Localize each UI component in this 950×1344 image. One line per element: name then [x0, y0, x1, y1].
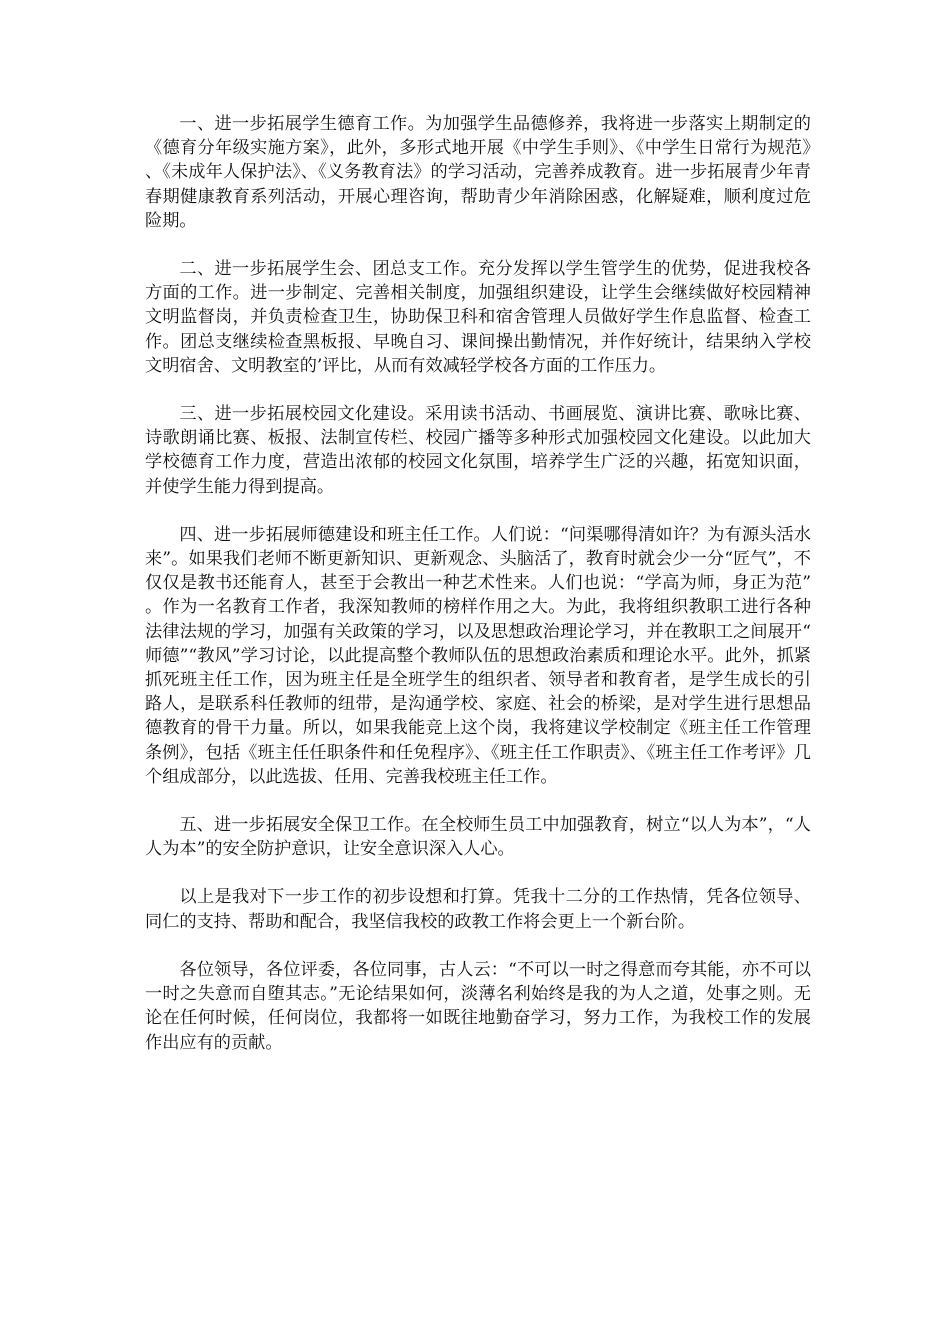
paragraph-5: 五、进一步拓展安全保卫工作。在全校师生员工中加强教育，树立“以人为本”，“人人为本”的安全防护意识，让安全意识深入人心。 — [145, 815, 811, 860]
paragraph-4: 四、进一步拓展师德建设和班主任工作。人们说：“问渠哪得清如许？为有源头活水来”。如果我们老师不断更新知识、更新观念、头脑活了，教育时就会少一分“匠气”，不仅仅是教书还能育人，甚至于会教出一种艺术性来。人们也说：“学高为师，身正为范”。作为一名教育工作者，我深知教师的榜样作用之大。为此，我将组织教职工进行各种法律法规的学习，加强有关政策的学习，以及思想政治理论学习，并在教职工之间展开“师德”“教风”学习讨论，以此提高整个教师队伍的思想政治素质和理论水平。此外，抓紧抓死班主任工作，因为班主任是全班学生的组织者、领导者和教育者，是学生成长的引路人，是联系科任教师的纽带，是沟通学校、家庭、社会的桥梁，是对学生进行思想品德教育的骨干力量。所以，如果我能竞上这个岗，我将建议学校制定《班主任工作管理条例》，包括《班主任任职条件和任免程序》、《班主任工作职责》、《班主任工作考评》几个组成部分，以此选拔、任用、完善我校班主任工作。 — [145, 524, 811, 787]
document-body — [145, 112, 811, 1079]
paragraph-1: 一、进一步拓展学生德育工作。为加强学生品德修养，我将进一步落实上期制定的《德育分年级实施方案》，此外，多形式地开展《中学生手则》、《中学生日常行为规范》、《未成年人保护法》、《义务教育法》的学习活动，完善养成教育。进一步拓展青少年青春期健康教育系列活动，开展心理咨询，帮助青少年消除困惑，化解疑难，顺利度过危险期。 — [145, 114, 811, 231]
paragraph-6: 以上是我对下一步工作的初步设想和打算。凭我十二分的工作热情，凭各位领导、同仁的支持、帮助和配合，我坚信我校的政教工作将会更上一个新台阶。 — [145, 887, 811, 932]
paragraph-3: 三、进一步拓展校园文化建设。采用读书活动、书画展览、演讲比赛、歌咏比赛、诗歌朗诵比赛、板报、法制宣传栏、校园广播等多种形式加强校园文化建设。以此加大学校德育工作力度，营造出浓郁的校园文化氛围，培养学生广泛的兴趣，拓宽知识面，并使学生能力得到提高。 — [145, 404, 811, 497]
paragraph-2: 二、进一步拓展学生会、团总支工作。充分发挥以学生管学生的优势，促进我校各方面的工作。进一步制定、完善相关制度，加强组织建设，让学生会继续做好校园精神文明监督岗，并负责检查卫生，协助保卫科和宿舍管理人员做好学生作息监督、检查工作。团总支继续检查黑板报、早晚自习、课间操出勤情况，并作好统计，结果纳入学校文明宿舍、文明教室的’评比，从而有效减轻学校各方面的工作压力。 — [145, 259, 811, 376]
paragraph-7: 各位领导，各位评委，各位同事，古人云：“不可以一时之得意而夸其能，亦不可以一时之失意而自堕其志。”无论结果如何，淡薄名利始终是我的为人之道，处事之则。无论在任何时候，任何岗位，我都将一如既往地勤奋学习，努力工作，为我校工作的发展作出应有的贡献。 — [145, 959, 811, 1053]
